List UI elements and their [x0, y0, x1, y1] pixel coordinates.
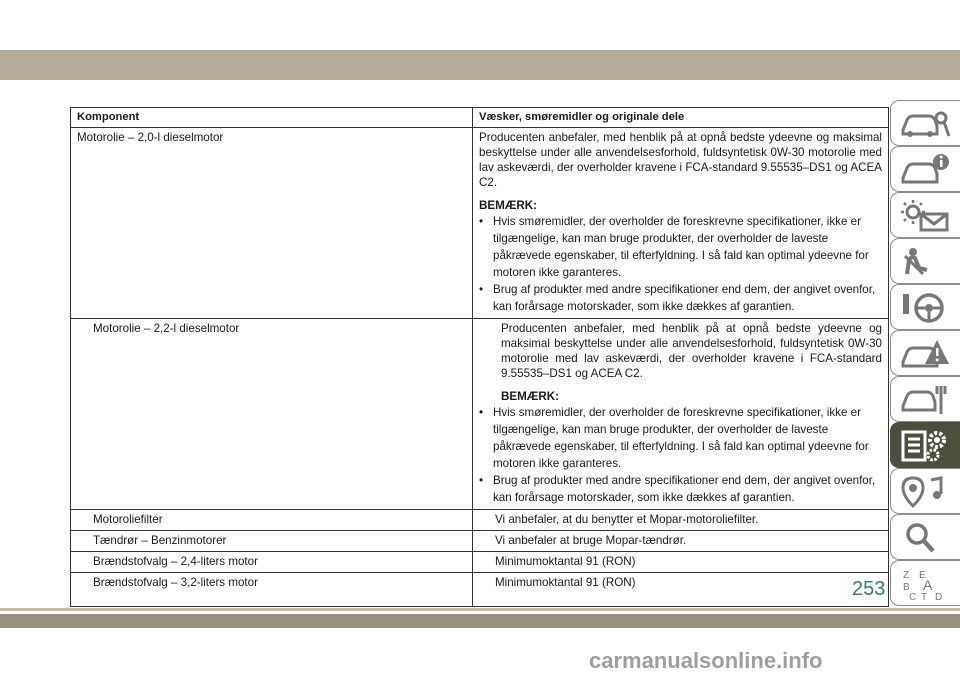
car-service-tools-icon [899, 382, 951, 418]
svg-text:Z: Z [903, 570, 910, 581]
component-cell: Motorolie – 2,2-l dieselmotor [71, 319, 473, 510]
description-cell [473, 319, 889, 510]
header-band [0, 50, 960, 80]
description-cell: Vi anbefaler at bruge Mopar-tændrør. [473, 531, 889, 552]
table-row [71, 319, 889, 510]
tab-warning-lights[interactable] [890, 192, 960, 238]
tab-multimedia[interactable] [890, 468, 960, 514]
tab-safety[interactable] [890, 238, 960, 284]
note-title: BEMÆRK: [501, 390, 559, 403]
column-header-component: Komponent [71, 108, 473, 128]
description-text: Producenten anbefaler, med henblik på at opnå bedste ydeevne og maksimal beskyttelse under alle anvendelsesforhold, fuldsyntetisk 0W-30 motorolie med lav askeværdi, der overholder kravene i FCA-standard 9.55535–DS1 og ACEA C2. [501, 322, 882, 380]
note-item: • Hvis smøremidler, der overholder de foreskrevne specifikationer, ikke er tilgængelige, kan man bruge produkter, der overholder de laveste påkrævede egenskaber, til efterfyldning. I så fald kan optimal ydeevne for motoren ikke garanteres. [479, 213, 882, 281]
multimedia-icon [899, 474, 951, 510]
note-item: • Brug af produkter med andre specifikationer end dem, der angivet ovenfor, kan forårsage motorskader, som ikke dækkes af garantien. [479, 281, 882, 315]
note-item: • Brug af produkter med andre specifikationer end dem, der angivet ovenfor, kan forårsage motorskader, som ikke dækkes af garantien. [479, 472, 882, 506]
svg-text:A: A [923, 577, 933, 593]
footer-line [0, 608, 960, 611]
tab-search[interactable] [890, 514, 960, 560]
description-cell: Minimumoktantal 91 (RON) [473, 552, 889, 573]
component-cell: Brændstofvalg – 2,4-liters motor [71, 552, 473, 573]
tab-car-info[interactable] [890, 146, 960, 192]
svg-text:E: E [919, 570, 926, 581]
svg-text:T: T [921, 592, 928, 602]
tab-specifications[interactable] [890, 422, 960, 468]
svg-text:B: B [903, 582, 910, 593]
svg-text:D: D [935, 592, 943, 602]
tab-car-key[interactable] [890, 100, 960, 146]
search-index-icon [899, 520, 951, 556]
table-row [71, 510, 889, 531]
description-cell [473, 128, 889, 319]
footer-band [0, 614, 960, 628]
note-item: • Hvis smøremidler, der overholder de foreskrevne specifikationer, ikke er tilgængelige, kan man bruge produkter, der overholder de laveste påkrævede egenskaber, til efterfyldning. I så fald kan optimal ydeevne for motoren ikke garanteres. [479, 404, 882, 472]
car-info-icon [899, 152, 951, 188]
car-emergency-icon [899, 336, 951, 372]
table-row [71, 531, 889, 552]
description-cell: Vi anbefaler, at du benytter et Mopar-motoroliefilter. [473, 510, 889, 531]
car-key-icon [899, 106, 951, 142]
component-cell: Motoroliefilter [71, 510, 473, 531]
steering-wheel-icon [899, 290, 951, 326]
specifications-table [70, 107, 889, 607]
table-row [71, 128, 889, 319]
note-list [479, 404, 882, 506]
table-row [71, 552, 889, 573]
description-cell: Minimumoktantal 91 (RON) [473, 573, 889, 607]
alphabet-index-icon [899, 566, 951, 602]
specifications-gear-icon [899, 428, 951, 464]
component-cell: Tændrør – Benzinmotorer [71, 531, 473, 552]
component-cell: Motorolie – 2,0-l dieselmotor [71, 128, 473, 319]
description-text: Producenten anbefaler, med henblik på at opnå bedste ydeevne og maksimal beskyttelse under alle anvendelsesforhold, fuldsyntetisk 0W-30 motorolie med lav askeværdi, der overholder kravene i FCA-standard 9.55535–DS1 og ACEA C2. [479, 131, 882, 189]
tab-driving[interactable] [890, 284, 960, 330]
note-title: BEMÆRK: [479, 199, 537, 212]
warning-lights-message-icon [899, 198, 951, 234]
table-row [71, 573, 889, 607]
column-header-fluids: Væsker, smøremidler og originale dele [473, 108, 889, 128]
tab-service[interactable] [890, 376, 960, 422]
note-list [479, 213, 882, 315]
svg-text:C: C [909, 592, 917, 602]
page-number: 253 [852, 578, 886, 600]
table-header-row [71, 108, 889, 128]
airbag-safety-icon [899, 244, 951, 280]
component-cell: Brændstofvalg – 3,2-liters motor [71, 573, 473, 607]
tab-emergency[interactable] [890, 330, 960, 376]
watermark: carmanualsonline.info [589, 648, 823, 673]
tab-alphabetical-index[interactable] [890, 560, 960, 606]
